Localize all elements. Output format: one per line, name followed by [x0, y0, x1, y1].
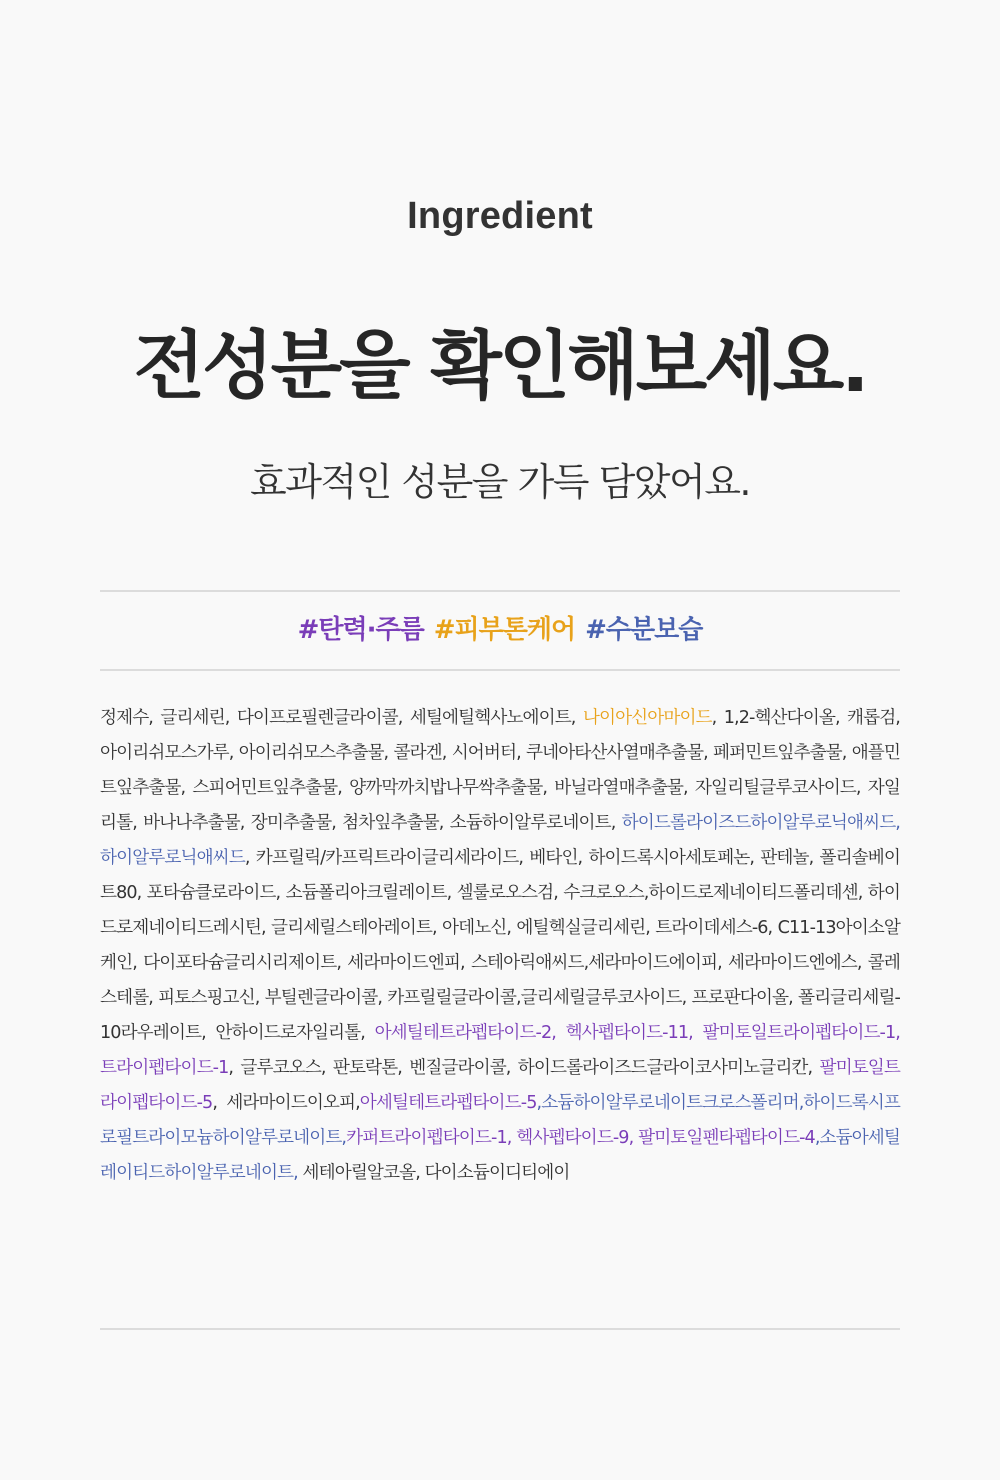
ingredient-segment: , 카프릴릭/카프릭트라이글리세라이드, 베타인, 하이드록시아세토페논, 판테놀, 폴리솔베이트80, 포타슘클로라이드, 소듐폴리아크릴레이트, 셀룰로오스검, 수크로오스,하이드로제네이티드폴리데센, 하이드로제네이티드레시틴, 글리세릴스테아레이트, 아데노신, 에틸헥실글리세린, 트라이데세스-6, C11-13아이소알케인, 다이포타슘글리시리제이트, 세라마이드엔피, 스테아릭애씨드,세라마이드에이피, 세라마이드엔에스, 콜레스테롤, 피토스핑고신, 부틸렌글라이콜, 카프릴릴글라이콜,글리세릴글루코사이드, 프로판다이올, 폴리글리세릴-10라우레이트, 안하이드로자일리톨,: [100, 848, 900, 1043]
hashtag-row: [0, 606, 1000, 654]
ingredient-segment-highlight: ,소듐아세틸레이티드하이알루로네이트,: [100, 1128, 900, 1183]
ingredient-segment-highlight: 팔미토일트라이펩타이드-5: [100, 1058, 900, 1113]
ingredient-segment: 정제수, 글리세린, 다이프로필렌글라이콜, 세틸에틸헥사노에이트,: [100, 708, 583, 728]
hashtag-firmness: #탄력·주름: [297, 615, 424, 645]
page-title: 전성분을 확인해보세요.: [133, 323, 867, 409]
bottom-divider: [100, 1328, 900, 1330]
ingredient-segment-highlight: 아세틸테트라펩타이드-2, 헥사펩타이드-11, 팔미토일트라이펩타이드-1, 트라이펩타이드-1: [100, 1023, 900, 1078]
ingredient-segment: , 1,2-헥산다이올, 캐롭검, 아이리쉬모스가루, 아이리쉬모스추출물, 콜라겐, 시어버터, 쿠네아타산사열매추출물, 페퍼민트잎추출물, 애플민트잎추출물, 스피어민트잎추출물, 양까막까치밥나무싹추출물, 바닐라열매추출물, 자일리틸글루코사이드, 자일리톨, 바나나추출물, 장미추출물, 첨차잎추출물, 소듐하이알루로네이트,: [100, 708, 900, 833]
middle-divider: [100, 669, 900, 671]
hashtag-skin-tone: #피부톤케어: [433, 615, 576, 645]
ingredient-segment: , 글루코오스, 판토락톤, 벤질글라이콜, 하이드롤라이즈드글라이코사미노글리칸,: [228, 1058, 820, 1078]
ingredient-segment: 세테아릴알코올, 다이소듐이디티에이: [297, 1163, 570, 1183]
ingredient-segment: , 세라마이드이오피,: [212, 1093, 360, 1113]
section-eyebrow: Ingredient: [407, 195, 593, 237]
ingredient-segment-highlight: 나이아신아마이드: [582, 708, 712, 728]
top-divider: [100, 590, 900, 592]
ingredient-segment-highlight: 카퍼트라이펩타이드-1, 헥사펩타이드-9, 팔미토일펜타펩타이드-4: [346, 1128, 815, 1148]
ingredient-list: [100, 701, 900, 1191]
ingredient-segment-highlight: 하이드롤라이즈드하이알루로닉애씨드, 하이알루로닉애씨드: [100, 813, 900, 868]
page-subtitle: 효과적인 성분을 가득 담았어요.: [249, 460, 751, 504]
ingredient-segment-highlight: 아세틸테트라펩타이드-5: [359, 1093, 537, 1113]
ingredient-segment-highlight: ,소듐하이알루로네이트크로스폴리머,하이드록시프로필트라이모늄하이알루로네이트,: [100, 1093, 900, 1148]
hashtag-moisture: #수분보습: [585, 615, 703, 645]
